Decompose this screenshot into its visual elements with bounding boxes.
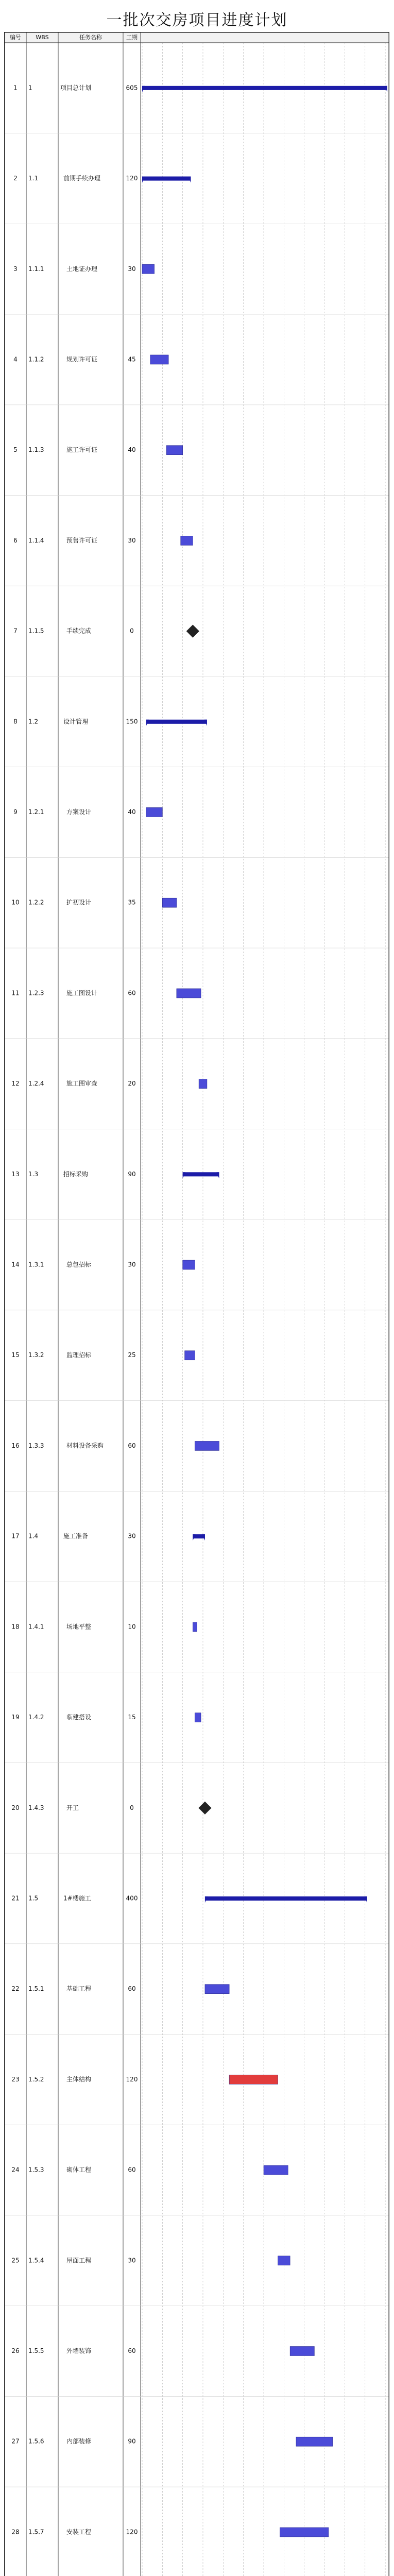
task-wbs: 1.2.1 [28, 808, 44, 816]
gantt-frame [4, 32, 389, 2576]
task-wbs: 1.1.4 [28, 536, 44, 544]
task-bar[interactable] [181, 536, 193, 545]
task-name: 土地证办理 [66, 265, 98, 273]
task-bar[interactable] [166, 446, 182, 455]
task-id: 3 [13, 265, 18, 273]
header-wbs: WBS [36, 34, 49, 41]
task-id: 21 [11, 1894, 20, 1902]
task-id: 27 [11, 2437, 20, 2445]
task-bar[interactable] [290, 2347, 314, 2356]
task-duration: 605 [126, 84, 138, 92]
task-name: 开工 [66, 1804, 79, 1811]
task-duration: 35 [128, 899, 136, 906]
task-bar[interactable] [229, 2075, 278, 2084]
task-duration: 120 [126, 175, 138, 182]
task-name: 施工图设计 [66, 989, 98, 997]
task-duration: 120 [126, 2528, 138, 2536]
task-bar[interactable] [142, 264, 155, 274]
task-name: 1#楼施工 [63, 1894, 91, 1902]
header-name: 任务名称 [79, 34, 102, 41]
task-id: 16 [11, 1442, 20, 1449]
task-id: 19 [11, 1714, 20, 1721]
task-wbs: 1.1 [28, 175, 39, 182]
task-wbs: 1.1.5 [28, 627, 44, 635]
task-bar[interactable] [296, 2437, 333, 2446]
task-wbs: 1.2.4 [28, 1080, 44, 1088]
task-wbs: 1.3.1 [28, 1261, 44, 1268]
header-duration: 工期 [126, 34, 138, 41]
task-id: 9 [13, 808, 18, 816]
task-id: 26 [11, 2347, 20, 2354]
task-bar[interactable] [146, 808, 162, 817]
task-id: 1 [13, 84, 18, 92]
task-id: 4 [13, 355, 18, 363]
task-wbs: 1.5.5 [28, 2347, 44, 2354]
summary-bar[interactable] [142, 177, 191, 181]
task-name: 总包招标 [66, 1261, 92, 1268]
task-name: 设计管理 [63, 718, 89, 725]
task-wbs: 1.4.2 [28, 1714, 44, 1721]
task-id: 14 [11, 1261, 20, 1268]
task-id: 15 [11, 1351, 20, 1359]
table-border [5, 32, 389, 2576]
task-bar[interactable] [280, 2528, 329, 2537]
task-duration: 30 [128, 265, 136, 273]
task-name: 规划许可证 [66, 355, 98, 363]
task-wbs: 1.5.1 [28, 1985, 44, 1993]
task-name: 主体结构 [66, 2075, 92, 2083]
header-id: 编号 [10, 34, 21, 41]
task-duration: 60 [128, 989, 136, 997]
task-id: 25 [11, 2257, 20, 2264]
milestone-marker[interactable] [186, 624, 199, 637]
task-name: 基础工程 [66, 1985, 92, 1993]
task-name: 场地平整 [66, 1623, 92, 1631]
task-name: 手续完成 [66, 627, 92, 635]
task-bar[interactable] [150, 355, 168, 364]
task-wbs: 1.5.7 [28, 2528, 44, 2536]
task-duration: 60 [128, 2347, 136, 2354]
task-id: 5 [13, 446, 18, 454]
task-id: 23 [11, 2075, 20, 2083]
gantt-chart [5, 32, 389, 2576]
task-wbs: 1.5.4 [28, 2257, 44, 2264]
task-duration: 60 [128, 1985, 136, 1993]
task-wbs: 1.1.1 [28, 265, 44, 273]
task-wbs: 1.4 [28, 1532, 39, 1540]
task-name: 前期手续办理 [63, 175, 101, 182]
task-duration: 45 [128, 355, 136, 363]
task-duration: 60 [128, 1442, 136, 1449]
task-id: 24 [11, 2166, 20, 2174]
task-bar[interactable] [195, 1713, 201, 1722]
task-duration: 20 [128, 1080, 136, 1088]
task-id: 17 [11, 1532, 20, 1540]
task-name: 监理招标 [66, 1351, 92, 1359]
task-name: 施工许可证 [66, 446, 98, 454]
task-wbs: 1.3.3 [28, 1442, 44, 1449]
task-wbs: 1.5 [28, 1894, 39, 1902]
task-duration: 30 [128, 2257, 136, 2264]
task-id: 28 [11, 2528, 20, 2536]
task-duration: 400 [126, 1894, 138, 1902]
task-name: 施工图审查 [66, 1080, 98, 1088]
summary-bar[interactable] [142, 86, 387, 90]
task-wbs: 1 [28, 84, 32, 92]
task-name: 施工准备 [63, 1532, 89, 1540]
task-id: 11 [11, 989, 20, 997]
task-duration: 30 [128, 536, 136, 544]
task-bar[interactable] [278, 2256, 290, 2265]
task-wbs: 1.2.2 [28, 899, 44, 906]
task-bar[interactable] [183, 1260, 195, 1269]
task-duration: 30 [128, 1261, 136, 1268]
task-wbs: 1.2 [28, 718, 39, 725]
task-wbs: 1.1.2 [28, 355, 44, 363]
task-wbs: 1.3.2 [28, 1351, 44, 1359]
task-id: 12 [11, 1080, 20, 1088]
task-id: 13 [11, 1170, 20, 1178]
task-id: 22 [11, 1985, 20, 1993]
task-wbs: 1.4.3 [28, 1804, 44, 1811]
task-bar[interactable] [162, 898, 177, 907]
task-wbs: 1.4.1 [28, 1623, 44, 1631]
task-id: 8 [13, 718, 18, 725]
task-name: 项目总计划 [60, 84, 92, 92]
task-duration: 150 [126, 718, 138, 725]
task-bar[interactable] [193, 1622, 197, 1632]
task-name: 招标采购 [63, 1170, 89, 1178]
task-duration: 25 [128, 1351, 136, 1359]
task-name: 临建搭设 [66, 1714, 92, 1721]
task-duration: 0 [130, 1804, 134, 1811]
task-id: 20 [11, 1804, 20, 1811]
task-id: 7 [13, 627, 18, 635]
task-id: 10 [11, 899, 20, 906]
task-duration: 10 [128, 1623, 136, 1631]
task-duration: 120 [126, 2075, 138, 2083]
task-id: 2 [13, 175, 18, 182]
task-name: 安装工程 [66, 2528, 92, 2536]
task-duration: 40 [128, 446, 136, 454]
table-header [5, 32, 389, 43]
task-duration: 30 [128, 1532, 136, 1540]
task-bar[interactable] [185, 1351, 195, 1360]
page-title: 一批次交房项目进度计划 [106, 11, 288, 29]
task-name: 材料设备采购 [66, 1442, 104, 1449]
task-bar[interactable] [195, 1441, 219, 1450]
task-wbs: 1.2.3 [28, 989, 44, 997]
task-id: 6 [13, 536, 18, 544]
task-wbs: 1.5.3 [28, 2166, 44, 2174]
task-name: 内部装修 [66, 2437, 92, 2445]
summary-bar[interactable] [183, 1172, 219, 1176]
task-id: 18 [11, 1623, 20, 1631]
milestone-marker[interactable] [198, 1802, 211, 1815]
task-bar[interactable] [264, 2165, 288, 2175]
task-duration: 40 [128, 808, 136, 816]
task-bar[interactable] [177, 989, 201, 998]
task-bar[interactable] [205, 1985, 229, 1994]
task-duration: 15 [128, 1714, 136, 1721]
task-name: 砌体工程 [66, 2166, 92, 2174]
task-name: 外墙装饰 [66, 2347, 92, 2354]
task-name: 扩初设计 [66, 899, 92, 906]
summary-bar[interactable] [205, 1896, 367, 1901]
task-duration: 90 [128, 2437, 136, 2445]
task-wbs: 1.5.2 [28, 2075, 44, 2083]
task-name: 方案设计 [66, 808, 92, 816]
summary-bar[interactable] [146, 720, 207, 724]
task-duration: 90 [128, 1170, 136, 1178]
task-name: 屋面工程 [66, 2257, 92, 2264]
task-wbs: 1.1.3 [28, 446, 44, 454]
task-duration: 0 [130, 627, 134, 635]
task-name: 预售许可证 [66, 536, 98, 544]
task-bar[interactable] [199, 1079, 207, 1089]
task-wbs: 1.3 [28, 1170, 39, 1178]
task-wbs: 1.5.6 [28, 2437, 44, 2445]
task-duration: 60 [128, 2166, 136, 2174]
